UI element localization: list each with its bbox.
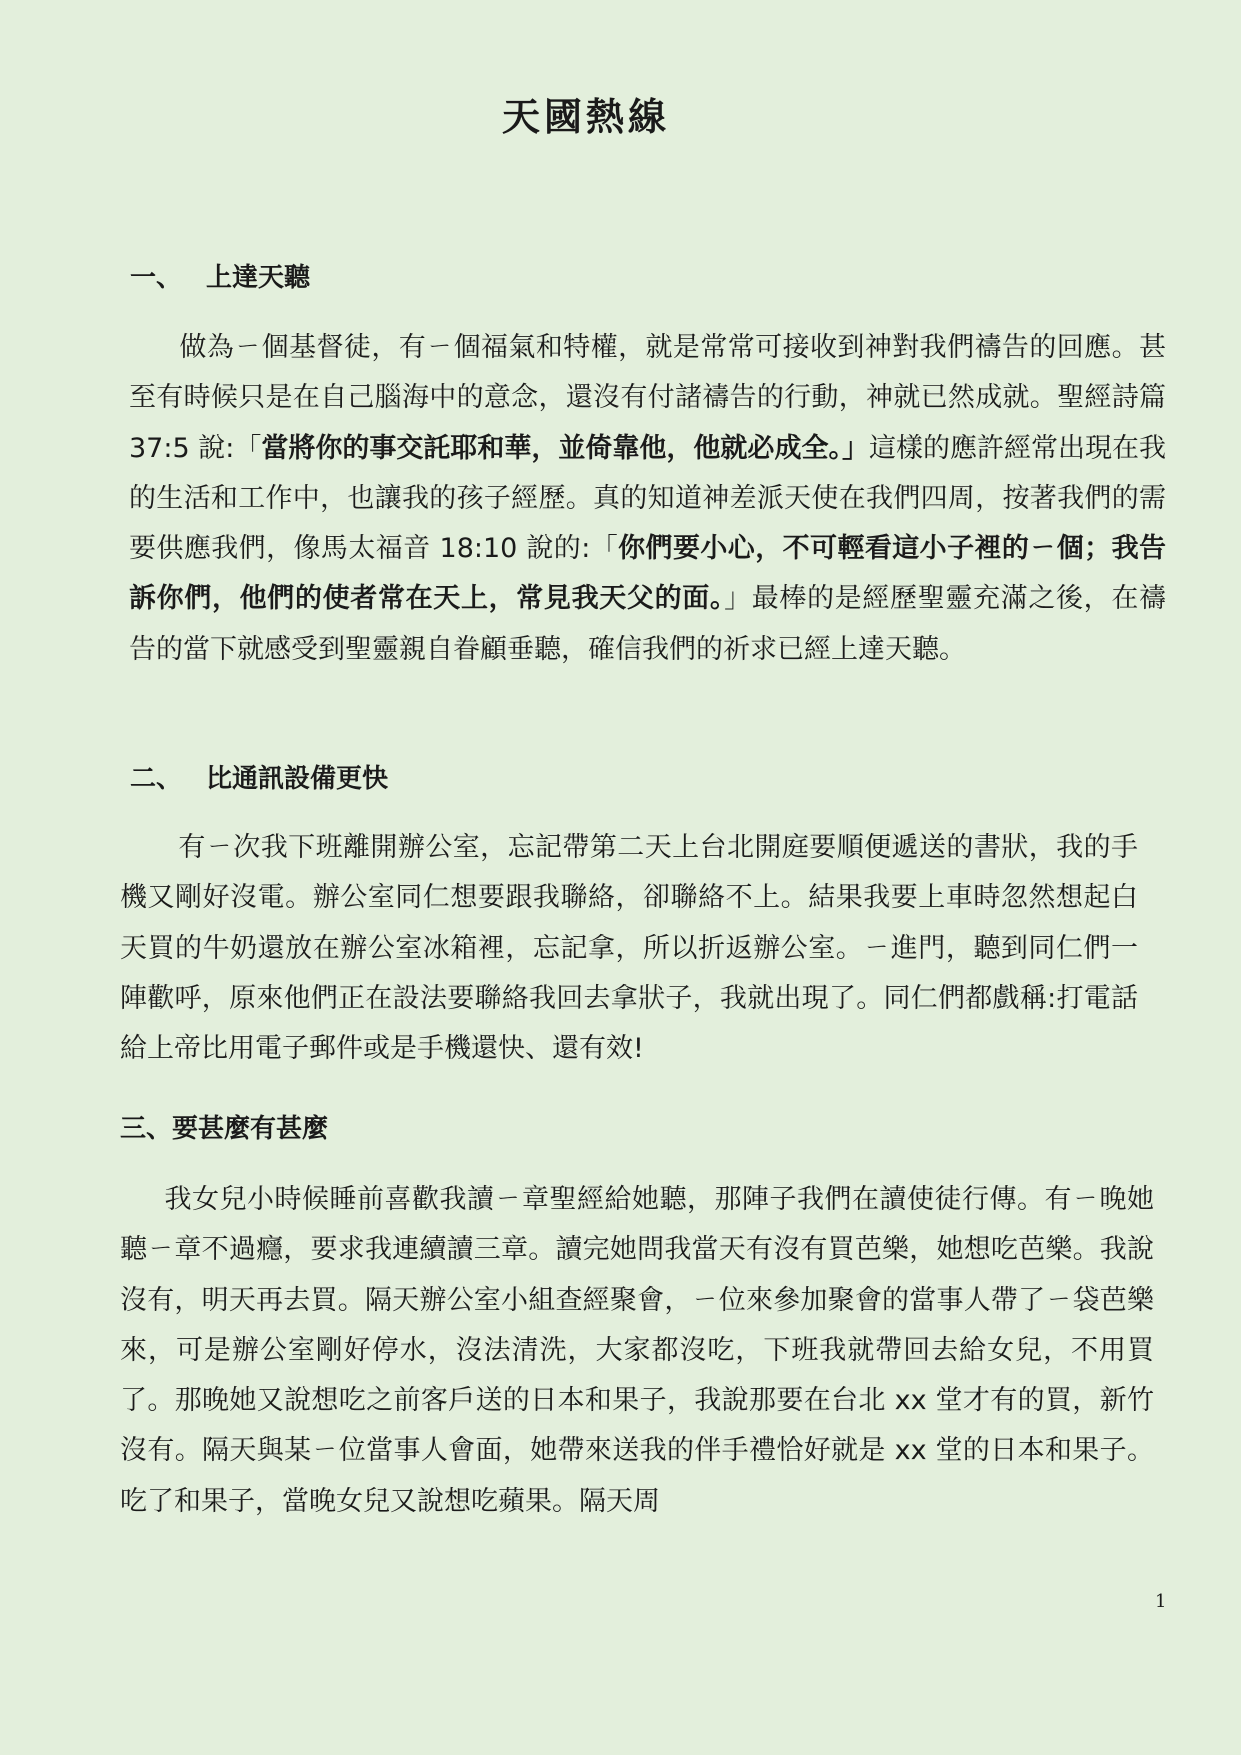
section-3-paragraph (120, 1175, 1154, 1527)
section-1-text-2: 這樣的應許經常出現在我的生活和工作中，也讓我的孩子經歷。真的知道神差派天使在我們四周，按著我們的需要供應我們，像馬太福音 18:10 說的:「 (129, 432, 1167, 565)
section-1-text-1: 做為ㄧ個基督徒，有ㄧ個福氣和特權，就是常常可接收到神對我們禱告的回應。甚至有時候只是在自己腦海中的意念，還沒有付諸禱告的行動，神就已然成就。聖經詩篇 37:5 說:「 (129, 332, 1166, 464)
section-2-text: 有ㄧ次我下班離開辦公室，忘記帶第二天上台北開庭要順便遞送的書狀，我的手機又剛好沒電。辦公室同仁想要跟我聯絡，卻聯絡不上。結果我要上車時忽然想起白天買的牛奶還放在辦公室冰箱裡，忘記拿，所以折返辦公室。ㄧ進門，聽到同仁們一陣歡呼，原來他們正在設法要聯絡我回去拿狀子，我就出現了。同仁們都戲稱:打電話給上帝比用電子郵件或是手機還快、還有效! (120, 832, 1138, 1065)
section-2-title: 比通訊設備更快 (206, 764, 389, 794)
section-1-number: 一、 (130, 263, 183, 293)
section-3-text: 我女兒小時候睡前喜歡我讀ㄧ章聖經給她聽，那陣子我們在讀使徒行傳。有ㄧ晚她聽ㄧ章不過癮，要求我連續讀三章。讀完她問我當天有沒有買芭樂，她想吃芭樂。我說沒有，明天再去買。隔天辦公室小組查經聚會，ㄧ位來參加聚會的當事人帶了ㄧ袋芭樂來，可是辦公室剛好停水，沒法清洗，大家都沒吃，下班我就帶回去給女兒，不用買了。那晚她又說想吃之前客戶送的日本和果子，我說那要在台北 xx 堂才有的買，新竹沒有。隔天與某ㄧ位當事人會面，她帶來送我的伴手禮恰好就是 xx 堂的日本和果子。吃了和果子，當晚女兒又說想吃蘋果。隔天周 (120, 1184, 1154, 1517)
section-1-title: 上達天聽 (206, 263, 311, 293)
section-2-heading (130, 758, 388, 795)
section-2-number: 二、 (130, 764, 183, 794)
page-number: 1 (1155, 1591, 1167, 1612)
section-3-heading: 三、要甚麼有甚麼 (120, 1114, 329, 1144)
section-2-paragraph (120, 823, 1138, 1074)
section-1-paragraph (129, 323, 1166, 675)
section-1-text-3: 」最棒的是經歷聖靈充滿之後，在禱告的當下就感受到聖靈親自眷顧垂聽，確信我們的祈求已經上達天聽。 (129, 583, 1167, 665)
document-title: 天國熱線 (501, 95, 670, 139)
section-1-scripture-1: 當將你的事交託耶和華，並倚靠他，他就必成全。」 (261, 432, 869, 464)
section-1-heading (130, 257, 310, 294)
section-1-scripture-2: 你們要小心，不可輕看這小子裡的ㄧ個；我告訴你們，他們的使者常在天上，常見我天父的面。 (129, 533, 1166, 615)
